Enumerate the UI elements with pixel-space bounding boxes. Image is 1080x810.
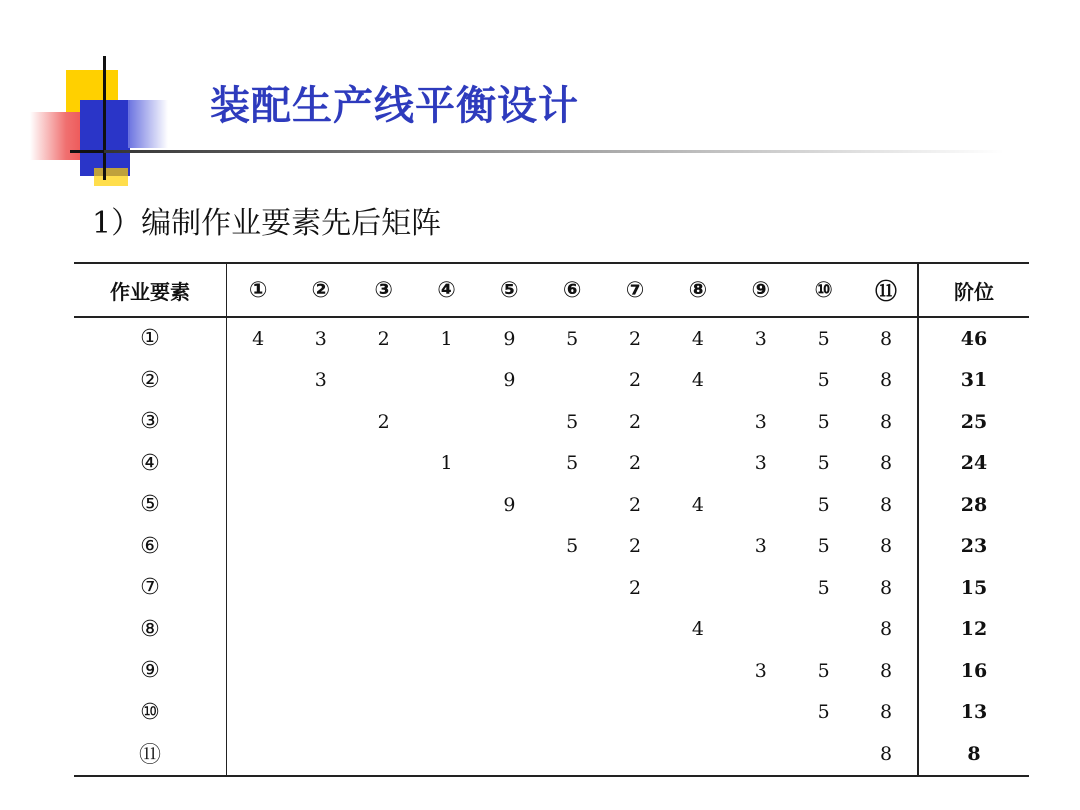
matrix-cell [667, 443, 730, 485]
row-label: ② [74, 360, 227, 402]
matrix-cell [352, 360, 415, 402]
matrix-cell [227, 443, 290, 485]
matrix-cell [478, 526, 541, 568]
table-row [74, 609, 1029, 651]
row-level: 46 [918, 317, 1029, 360]
section-subtitle: 1）编制作业要素先后矩阵 [92, 206, 442, 241]
matrix-cell: 5 [817, 369, 830, 392]
matrix-cell: 5 [817, 701, 830, 724]
matrix-cell: 3 [754, 535, 767, 558]
matrix-cell: 8 [880, 493, 893, 516]
matrix-cell: 8 [880, 659, 893, 682]
matrix-cell: 3 [754, 410, 767, 433]
matrix-cell [667, 733, 730, 776]
matrix-cell [478, 443, 541, 485]
matrix-cell [227, 360, 290, 402]
matrix-cell: 1 [440, 327, 453, 350]
column-header: ④ [437, 277, 456, 303]
row-level: 13 [918, 692, 1029, 734]
row-level: 24 [918, 443, 1029, 485]
matrix-cell [729, 360, 792, 402]
column-header: ② [311, 277, 331, 303]
matrix-cell [541, 360, 604, 402]
matrix-cell [352, 443, 415, 485]
matrix-cell [289, 692, 352, 734]
matrix-cell [667, 526, 730, 568]
matrix-cell [541, 567, 604, 609]
logo-blue-fade [128, 100, 168, 148]
matrix-cell [415, 567, 478, 609]
column-header: ⑥ [562, 277, 582, 303]
column-header: ⑩ [814, 277, 833, 303]
matrix-cell [667, 567, 730, 609]
slide-logo [0, 0, 180, 200]
matrix-cell [478, 567, 541, 609]
matrix-cell [415, 733, 478, 776]
logo-yellow-strip [94, 168, 128, 186]
matrix-cell [352, 692, 415, 734]
row-label: ③ [74, 401, 227, 443]
column-header: ⑦ [625, 277, 645, 303]
matrix-cell [541, 484, 604, 526]
matrix-cell: 1 [440, 452, 453, 475]
matrix-cell: 5 [817, 410, 830, 433]
matrix-cell [604, 650, 667, 692]
matrix-cell [604, 609, 667, 651]
matrix-cell [289, 443, 352, 485]
matrix-cell: 8 [880, 410, 893, 433]
matrix-cell: 5 [566, 535, 579, 558]
matrix-cell [227, 609, 290, 651]
row-label: ⑪ [74, 733, 227, 776]
matrix-cell [478, 609, 541, 651]
matrix-cell: 4 [691, 327, 704, 350]
matrix-cell [729, 733, 792, 776]
matrix-cell [415, 692, 478, 734]
matrix-cell [289, 733, 352, 776]
matrix-cell [289, 401, 352, 443]
matrix-cell [289, 650, 352, 692]
precedence-matrix [74, 262, 1029, 774]
matrix-cell: 2 [629, 369, 642, 392]
matrix-cell: 2 [629, 493, 642, 516]
matrix-cell [227, 692, 290, 734]
row-level: 16 [918, 650, 1029, 692]
table-row [74, 567, 1029, 609]
matrix-cell: 8 [880, 369, 893, 392]
column-header: ⑧ [688, 277, 708, 303]
matrix-cell [792, 733, 855, 776]
matrix-cell: 3 [314, 369, 327, 392]
matrix-cell [541, 692, 604, 734]
matrix-cell: 5 [817, 535, 830, 558]
matrix-cell: 8 [880, 535, 893, 558]
matrix-cell: 2 [377, 410, 390, 433]
matrix-cell [541, 609, 604, 651]
matrix-cell: 4 [691, 618, 704, 641]
matrix-cell [729, 609, 792, 651]
matrix-cell: 8 [880, 742, 893, 765]
matrix-cell [227, 484, 290, 526]
matrix-cell [352, 650, 415, 692]
row-level: 25 [918, 401, 1029, 443]
table-row [74, 317, 1029, 360]
matrix-cell: 4 [252, 327, 265, 350]
matrix-cell [352, 567, 415, 609]
matrix-cell: 2 [629, 535, 642, 558]
column-header: ③ [374, 277, 393, 303]
matrix-cell: 8 [880, 701, 893, 724]
matrix-cell [729, 567, 792, 609]
row-label: ⑦ [74, 567, 227, 609]
row-level: 12 [918, 609, 1029, 651]
matrix-cell [289, 484, 352, 526]
matrix-cell: 2 [629, 410, 642, 433]
matrix-cell [541, 733, 604, 776]
matrix-cell [352, 733, 415, 776]
logo-vertical-line [103, 56, 106, 180]
matrix-cell [415, 609, 478, 651]
precedence-table [74, 262, 1029, 777]
matrix-cell: 8 [880, 618, 893, 641]
table-row [74, 526, 1029, 568]
matrix-cell: 3 [314, 327, 327, 350]
matrix-cell: 2 [377, 327, 390, 350]
row-label: ④ [74, 443, 227, 485]
row-label: ⑨ [74, 650, 227, 692]
matrix-cell: 8 [880, 452, 893, 475]
table-row [74, 692, 1029, 734]
matrix-cell: 2 [629, 576, 642, 599]
row-label: ⑥ [74, 526, 227, 568]
matrix-cell [478, 692, 541, 734]
row-label: ⑩ [74, 692, 227, 734]
matrix-cell: 5 [817, 659, 830, 682]
matrix-cell [352, 609, 415, 651]
table-row [74, 401, 1029, 443]
matrix-cell [415, 401, 478, 443]
matrix-cell: 9 [503, 369, 516, 392]
matrix-cell [415, 484, 478, 526]
title-divider [104, 150, 1004, 153]
matrix-cell: 5 [566, 327, 579, 350]
corner-header: 作业要素 [74, 263, 227, 317]
matrix-cell [415, 360, 478, 402]
matrix-cell [289, 526, 352, 568]
column-header: ⑪ [875, 279, 898, 305]
row-label: ⑧ [74, 609, 227, 651]
header-row [74, 263, 1029, 317]
matrix-cell: 8 [880, 576, 893, 599]
matrix-cell: 5 [566, 452, 579, 475]
table-row [74, 650, 1029, 692]
matrix-cell: 5 [566, 410, 579, 433]
matrix-cell [478, 733, 541, 776]
matrix-cell: 5 [817, 576, 830, 599]
row-level: 15 [918, 567, 1029, 609]
matrix-cell [604, 733, 667, 776]
matrix-cell: 2 [629, 327, 642, 350]
row-level: 8 [918, 733, 1029, 776]
matrix-cell [227, 526, 290, 568]
matrix-cell: 4 [691, 493, 704, 516]
table-row [74, 443, 1029, 485]
matrix-cell: 5 [817, 493, 830, 516]
matrix-cell [289, 609, 352, 651]
matrix-cell [227, 567, 290, 609]
matrix-cell: 3 [754, 327, 767, 350]
table-row [74, 484, 1029, 526]
matrix-cell [478, 650, 541, 692]
matrix-cell: 2 [629, 452, 642, 475]
matrix-cell [729, 484, 792, 526]
row-label: ① [74, 317, 227, 360]
matrix-cell [667, 650, 730, 692]
table-row [74, 360, 1029, 402]
matrix-cell [352, 484, 415, 526]
matrix-cell: 8 [880, 327, 893, 350]
level-header: 阶位 [918, 263, 1029, 317]
row-level: 23 [918, 526, 1029, 568]
matrix-cell [352, 526, 415, 568]
table-body [74, 317, 1029, 776]
column-header: ① [248, 277, 268, 303]
table-row [74, 733, 1029, 776]
matrix-cell [227, 401, 290, 443]
row-level: 31 [918, 360, 1029, 402]
matrix-cell: 4 [691, 369, 704, 392]
matrix-cell [478, 401, 541, 443]
matrix-cell: 3 [754, 659, 767, 682]
matrix-cell: 9 [503, 327, 516, 350]
column-header: ⑨ [751, 277, 771, 303]
matrix-cell [667, 401, 730, 443]
matrix-cell: 5 [817, 327, 830, 350]
matrix-cell [227, 733, 290, 776]
matrix-cell: 3 [754, 452, 767, 475]
column-header: ⑤ [500, 277, 519, 303]
row-level: 28 [918, 484, 1029, 526]
matrix-cell [729, 692, 792, 734]
matrix-cell [415, 650, 478, 692]
matrix-cell [541, 650, 604, 692]
page-title: 装配生产线平衡设计 [210, 83, 579, 129]
matrix-cell [792, 609, 855, 651]
row-label: ⑤ [74, 484, 227, 526]
matrix-cell [415, 526, 478, 568]
matrix-cell [289, 567, 352, 609]
matrix-cell: 9 [503, 493, 516, 516]
matrix-cell [227, 650, 290, 692]
matrix-cell [667, 692, 730, 734]
matrix-cell [604, 692, 667, 734]
matrix-cell: 5 [817, 452, 830, 475]
